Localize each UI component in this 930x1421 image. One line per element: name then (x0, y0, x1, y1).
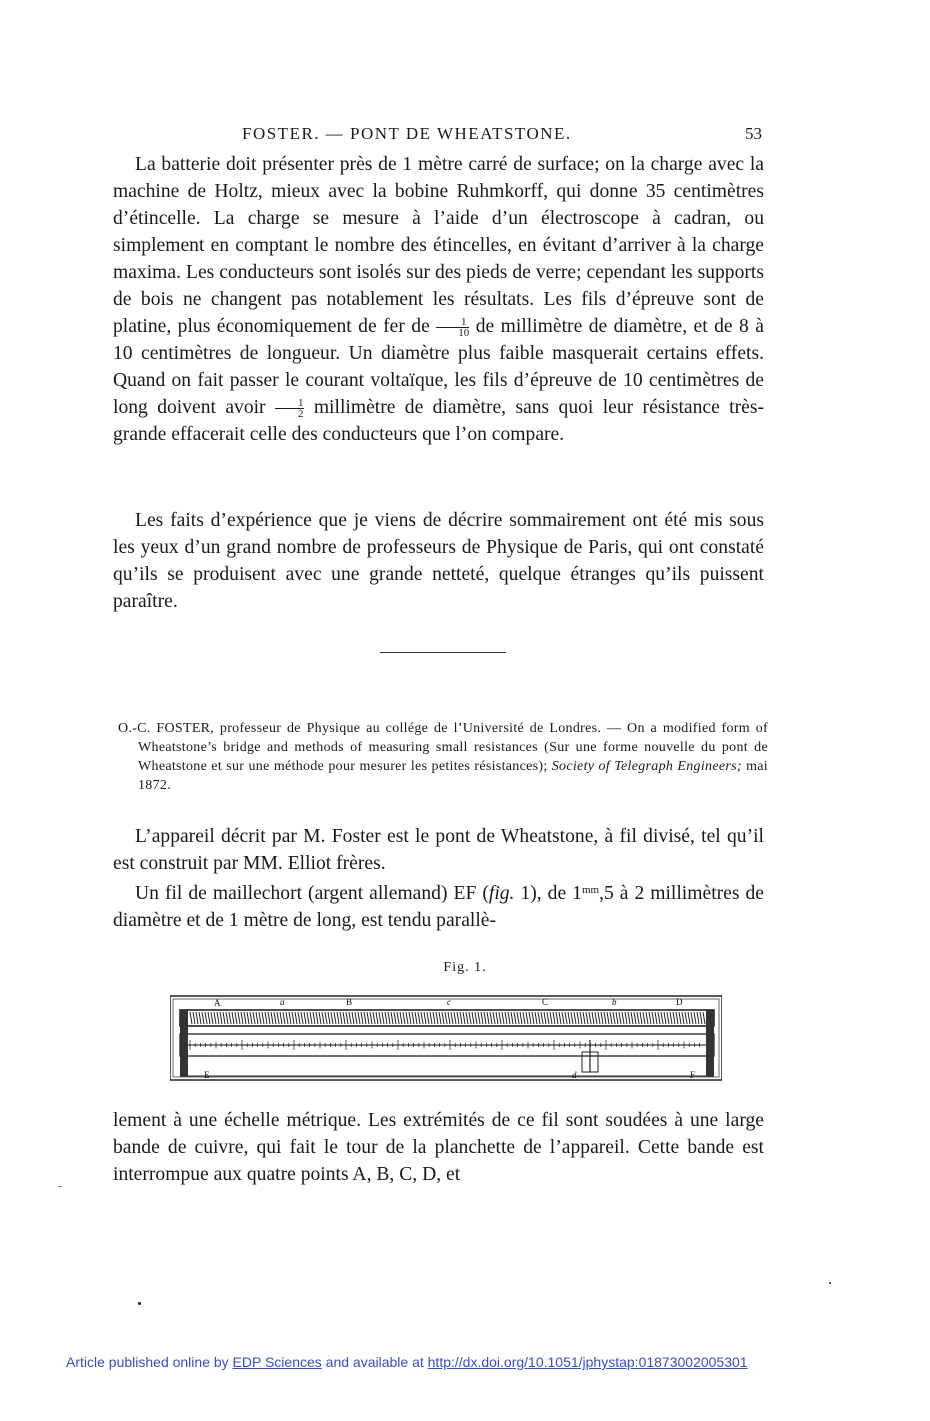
right-terminal (706, 1010, 714, 1076)
fraction-one-tenth (436, 317, 469, 338)
figure-reference: fig. (488, 883, 515, 904)
running-head (114, 124, 764, 150)
paragraph-wire-text-2: ,5 à 2 millimètres de diamètre et de 1 mètre de long, est tendu parallè- (113, 883, 764, 931)
label-c: c (447, 997, 451, 1007)
print-speck (829, 1282, 831, 1284)
paragraph-battery (113, 151, 764, 448)
label-a: a (280, 997, 285, 1007)
reference-date: mai 1872. (138, 759, 768, 793)
left-terminal (180, 1010, 188, 1076)
bibliographic-reference (118, 719, 768, 795)
paragraph-experiments (113, 507, 764, 615)
print-speck (138, 1302, 141, 1305)
page-number: 53 (745, 124, 762, 143)
unit-superscript: mm (581, 884, 600, 896)
fraction-denominator: 10 (458, 327, 470, 339)
running-head-title: FOSTER. — PONT DE WHEATSTONE. (242, 124, 572, 143)
label-b: b (612, 997, 617, 1007)
print-speck (58, 1186, 62, 1187)
paragraph-experiments-text: Les faits d’expérience que je viens de décrire sommairement ont été mis sous les yeux d’un grand nombre de professeurs de Physique de Paris, qui ont constaté qu’ils se produisent avec une grande netteté, quelque étranges qu’ils puissent paraître. (113, 510, 764, 612)
paragraph-wire-text-1: Un fil de maillechort (argent allemand) EF ( (135, 883, 489, 904)
paragraph-battery-text-2: de millimètre de diamètre, et de 8 à 10 centimètres de longueur. Un diamètre plus faible masquerait certains effets. Quand on fait passer le courant voltaïque, les fils d’épreuve de 10 centimètres de long doivent avoir (113, 316, 764, 418)
publisher-footer (66, 1354, 866, 1370)
paragraph-wire (113, 877, 764, 934)
label-d: d (572, 1070, 577, 1080)
paragraph-scale-text: lement à une échelle métrique. Les extrémités de ce fil sont soudées à une large bande de cuivre, qui fait le tour de la planchette de l’appareil. Cette bande est interrompue aux quatre points A, B, C, D, et (113, 1110, 764, 1185)
publisher-link[interactable]: EDP Sciences (232, 1354, 322, 1370)
section-divider (380, 652, 506, 653)
label-D: D (676, 997, 683, 1007)
figure-reference-number: 1), de 1 (514, 883, 582, 904)
label-C: C (542, 997, 549, 1007)
reference-author-title: O.-C. FOSTER, professeur de Physique au collége de l’Université de Londres. — On a modified form of Wheatstone’s bridge and methods of measuring small resistances (Sur une forme nouvelle du pont de Wheatstone et sur une méthode pour mesurer les petites résistances); (118, 721, 768, 774)
footer-middle: and available at (321, 1354, 428, 1370)
fraction-numerator: 1 (436, 317, 469, 328)
reference-journal: Society of Telegraph Engineers; (551, 759, 742, 774)
fraction-numerator: 1 (275, 398, 305, 409)
footer-prefix: Article published online by (66, 1354, 233, 1370)
label-B: B (346, 997, 353, 1007)
label-E: E (204, 1070, 210, 1080)
doi-link[interactable]: http://dx.doi.org/10.1051/jphystap:01873002005301 (427, 1354, 748, 1370)
paragraph-apparatus-text: L’appareil décrit par M. Foster est le pont de Wheatstone, à fil divisé, tel qu’il est construit par MM. Elliot frères. (113, 826, 764, 874)
paragraph-apparatus (113, 823, 764, 934)
wheatstone-bridge-figure (170, 992, 722, 1082)
fraction-denominator: 2 (297, 408, 304, 420)
figure-caption: Fig. 1. (443, 960, 487, 975)
paragraph-scale (113, 1107, 764, 1188)
fraction-one-half (275, 398, 305, 419)
paragraph-battery-text-1: La batterie doit présenter près de 1 mètre carré de surface; on la charge avec la machine de Holtz, mieux avec la bobine Ruhmkorff, qui donne 35 centimètres d’étincelle. La charge se mesure à l’aide d’un électroscope à cadran, ou simplement en comptant le nombre des étincelles, en évitant d’arriver à la charge maxima. Les conducteurs sont isolés sur des pieds de verre; cependant les supports de bois ne changent pas notablement les résultats. Les fils d’épreuve sont de platine, plus économiquement de fer de (113, 154, 764, 337)
label-F: F (690, 1070, 696, 1080)
paragraph-battery-text-3: millimètre de diamètre, sans quoi leur résistance très-grande effacerait celle des conducteurs que l’on compare. (113, 397, 764, 445)
label-A: A (214, 998, 221, 1008)
